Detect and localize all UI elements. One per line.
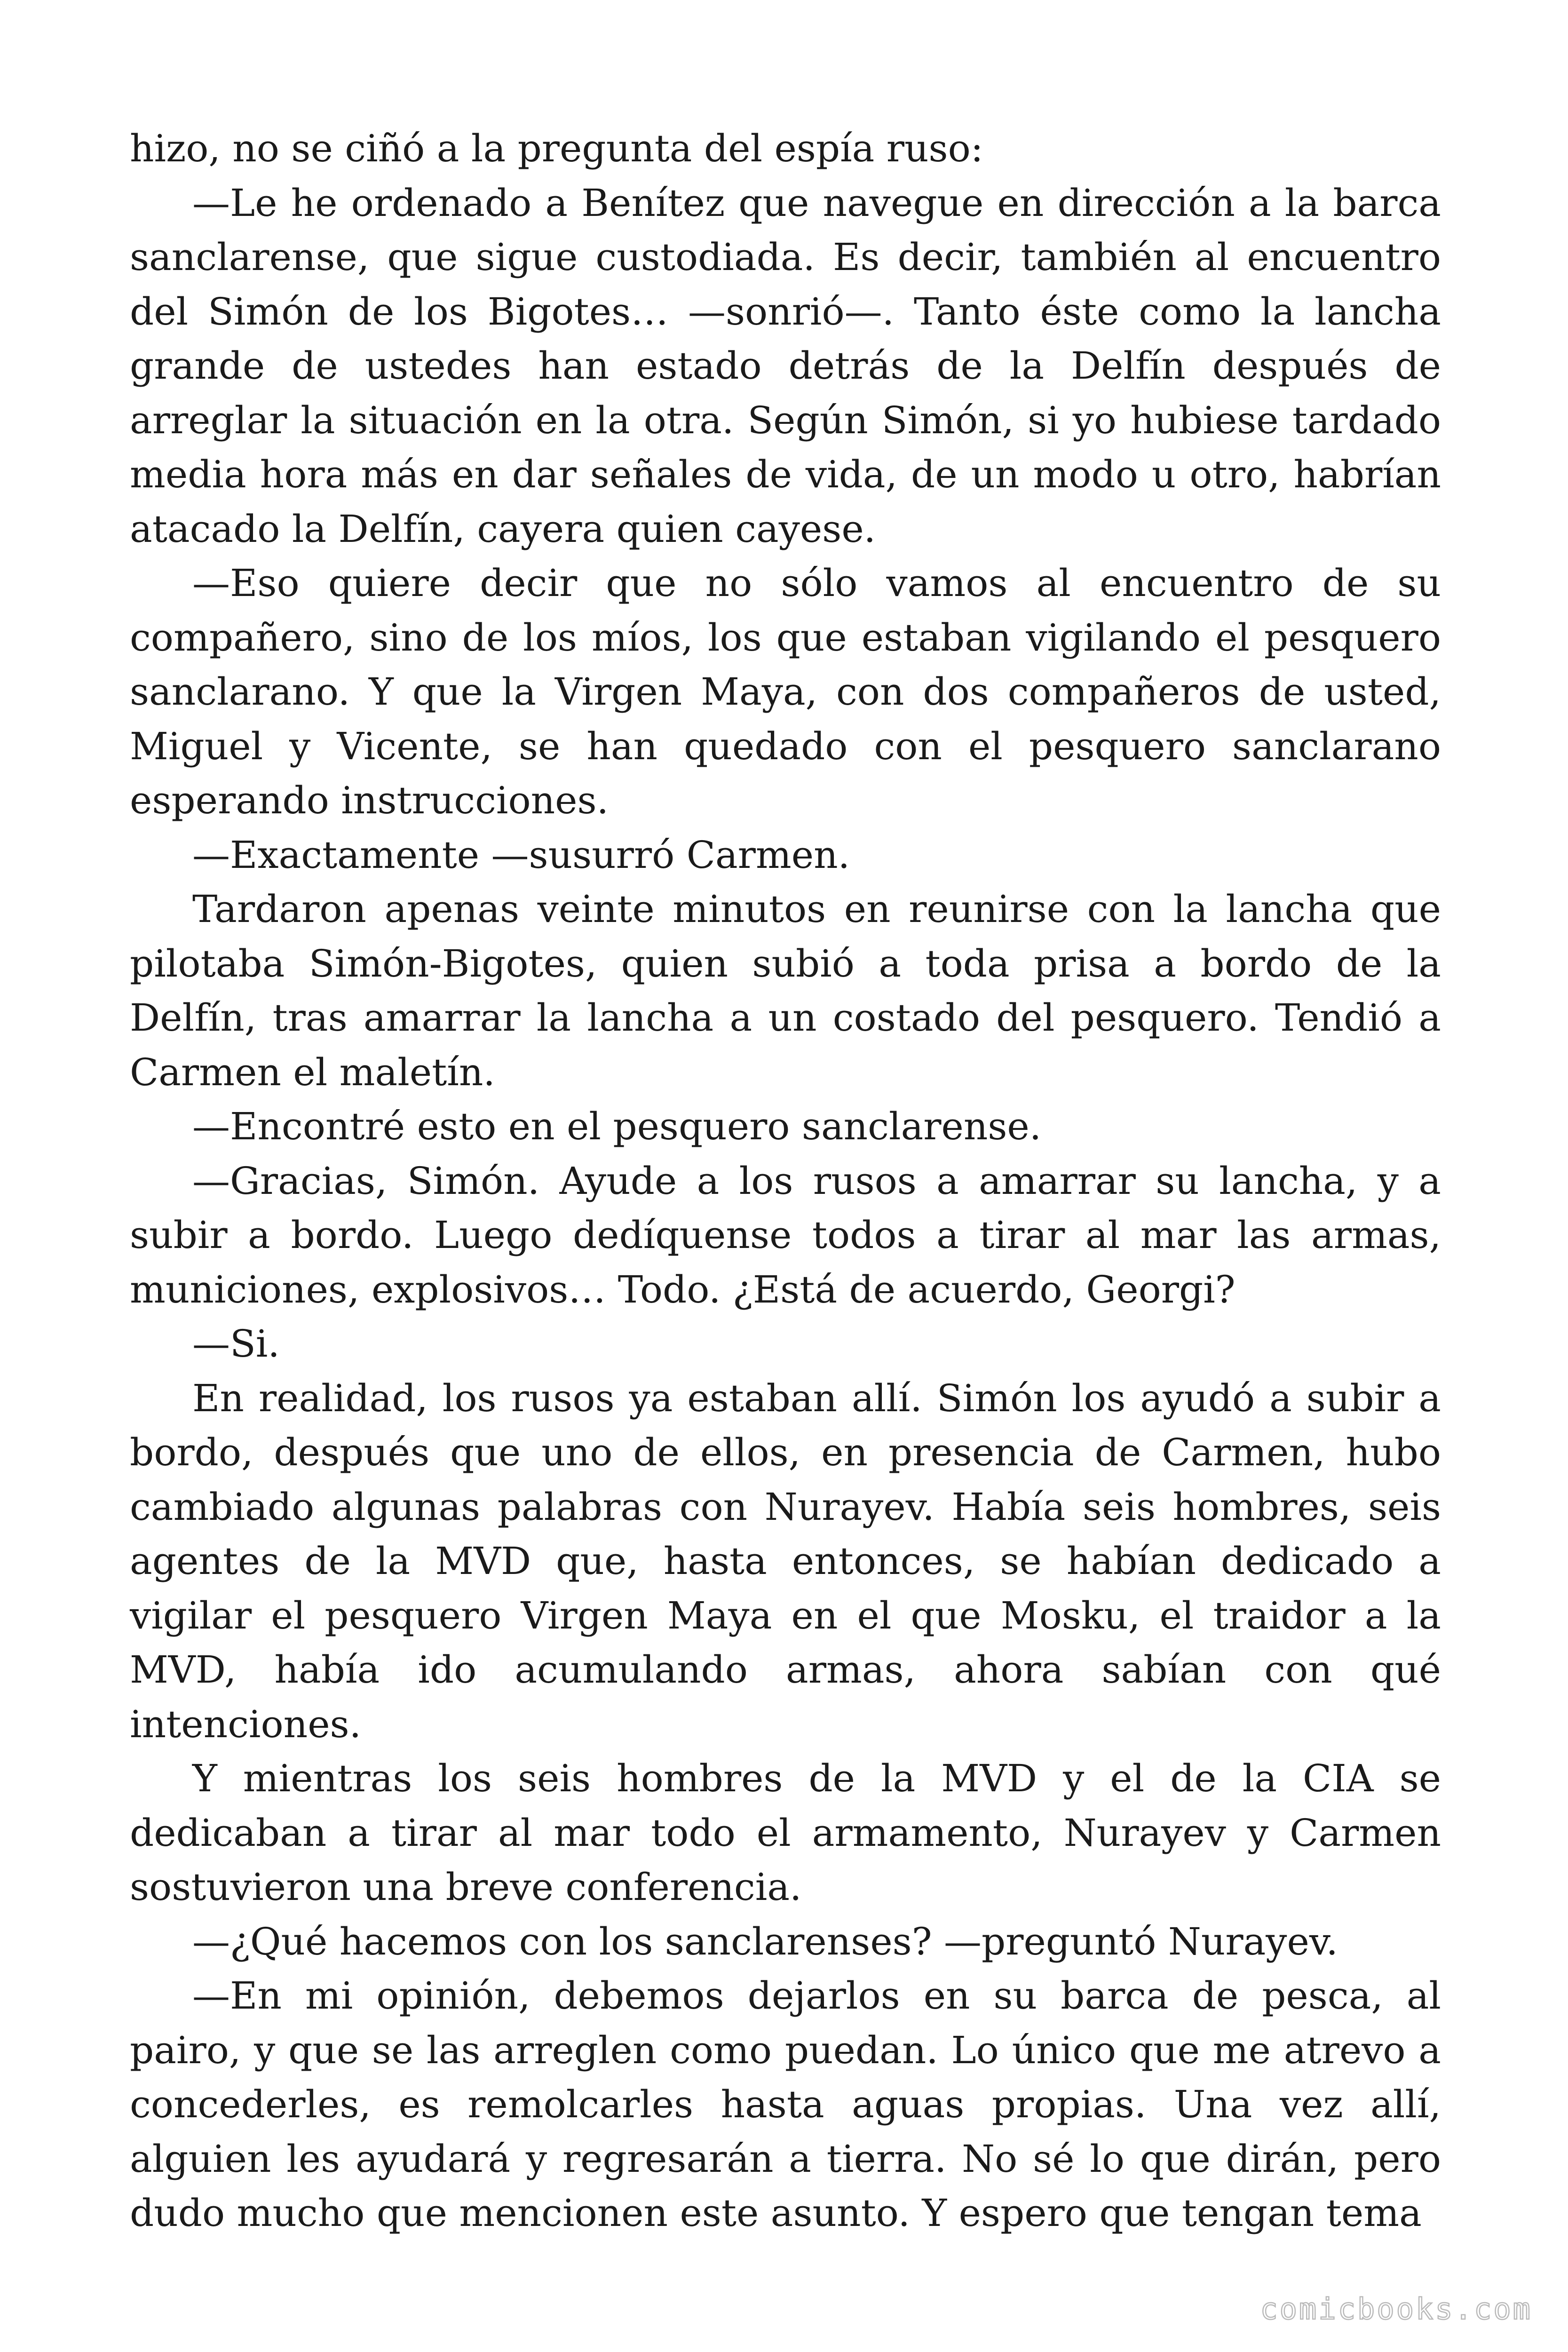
paragraph: —Si. bbox=[192, 1322, 280, 1366]
paragraph: —Le he ordenado a Benítez que navegue en dirección a la barca sanclarense, que sigue custodiada. Es decir, también al encuentro del Simón de los Bigotes… —sonrió—. Tanto éste como la lancha grande de ustedes han estado detrás de la Delfín después de arreglar la situación en la otra. Según Simón, si yo hubiese tardado media hora más en dar señales de vida, de un modo u otro, habrían atacado la Delfín, cayera quien cayese. bbox=[130, 181, 1441, 551]
paragraph: En realidad, los rusos ya estaban allí. Simón los ayudó a subir a bordo, después que uno de ellos, en presencia de Carmen, hubo cambiado algunas palabras con Nurayev. Había seis hombres, seis agentes de la MVD que, hasta entonces, se habían dedicado a vigilar el pesquero Virgen Maya en el que Mosku, el traidor a la MVD, había ido acumulando armas, ahora sabían con qué intenciones. bbox=[130, 1376, 1441, 1746]
paragraph: Tardaron apenas veinte minutos en reunirse con la lancha que pilotaba Simón-Bigotes, quien subió a toda prisa a bordo de la Delfín, tras amarrar la lancha a un costado del pesquero. Tendió a Carmen el maletín. bbox=[130, 887, 1441, 1094]
paragraph: —Gracias, Simón. Ayude a los rusos a amarrar su lancha, y a subir a bordo. Luego dedíquense todos a tirar al mar las armas, municiones, explosivos… Todo. ¿Está de acuerdo, Georgi? bbox=[130, 1159, 1441, 1311]
paragraph: —En mi opinión, debemos dejarlos en su barca de pesca, al pairo, y que se las arreglen como puedan. Lo único que me atrevo a concederles, es remolcarles hasta aguas propias. Una vez allí, alguien les ayudará y regresarán a tierra. No sé lo que dirán, pero dudo mucho que mencionen este asunto. Y espero que tengan tema bbox=[130, 1974, 1441, 2235]
paragraph: —Eso quiere decir que no sólo vamos al encuentro de su compañero, sino de los míos, los que estaban vigilando el pesquero sanclarano. Y que la Virgen Maya, con dos compañeros de usted, Miguel y Vicente, se han quedado con el pesquero sanclarano esperando instrucciones. bbox=[130, 561, 1441, 822]
paragraph: —¿Qué hacemos con los sanclarenses? —preguntó Nurayev. bbox=[192, 1919, 1338, 1963]
paragraph: —Exactamente —susurró Carmen. bbox=[192, 833, 850, 877]
watermark: comicbooks.com bbox=[1260, 2292, 1532, 2326]
body-text bbox=[130, 121, 1441, 2241]
paragraph: Y mientras los seis hombres de la MVD y el de la CIA se dedicaban a tirar al mar todo el armamento, Nurayev y Carmen sostuvieron una breve conferencia. bbox=[130, 1756, 1441, 1909]
paragraph: —Encontré esto en el pesquero sanclarense. bbox=[192, 1104, 1042, 1148]
paragraph-continuation: hizo, no se ciñó a la pregunta del espía ruso: bbox=[130, 127, 983, 170]
